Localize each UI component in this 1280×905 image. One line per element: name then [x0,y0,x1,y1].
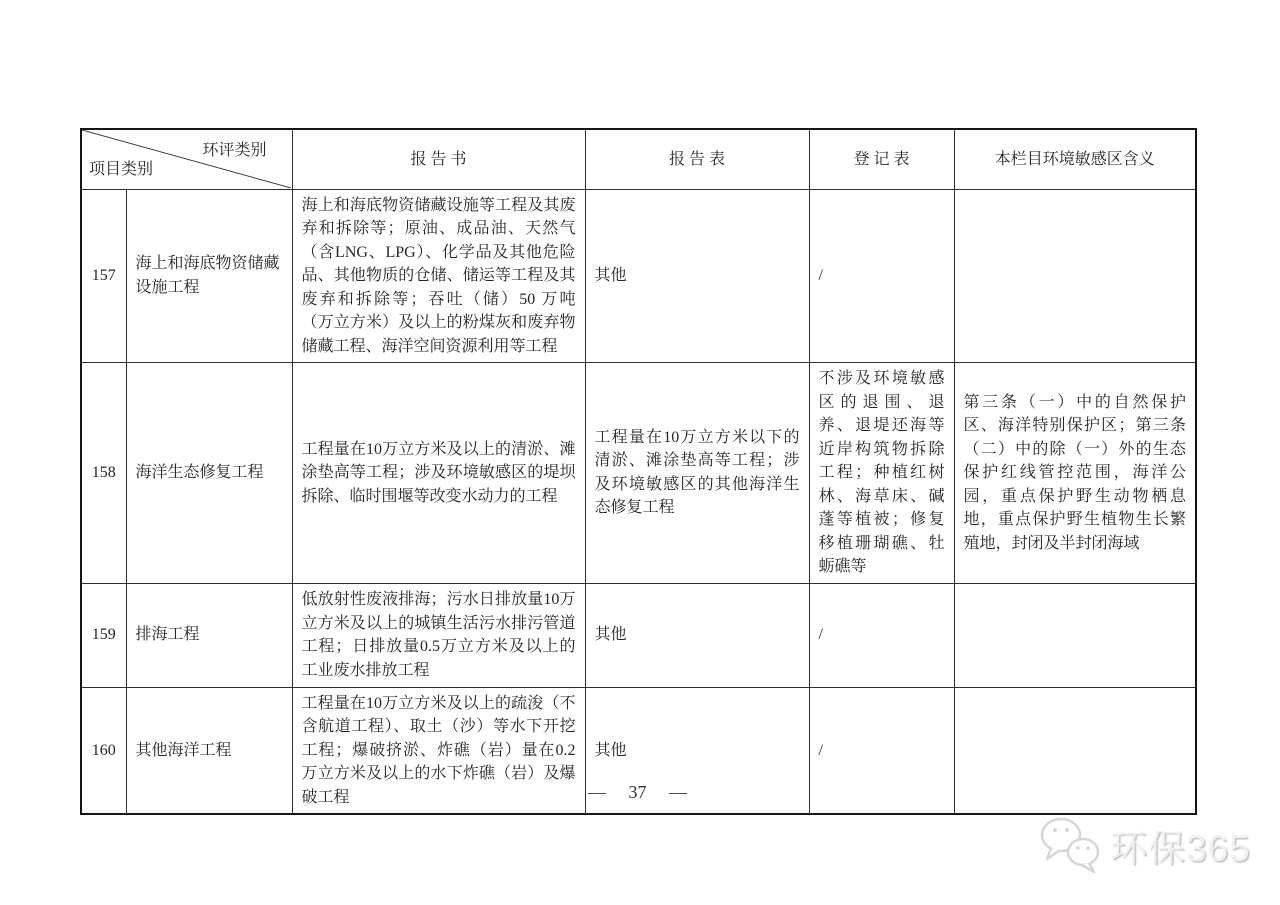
cell-category-159: 排海工程 [126,583,292,687]
watermark [1038,816,1251,874]
cell-category-158: 海洋生态修复工程 [126,363,292,584]
table-row [81,363,1196,584]
cell-registration-157: / [809,189,954,363]
table-header-row [81,129,1196,189]
cell-no-159: 159 [81,583,126,687]
wechat-icon [1038,816,1102,874]
cell-report-form-158: 工程量在10万立方米以下的清淤、滩涂垫高等工程；涉及环境敏感区的其他海洋生态修复工程 [585,363,809,584]
watermark-text: 环保365 [1110,828,1251,869]
cell-category-160: 其他海洋工程 [126,687,292,814]
header-report-book: 报 告 书 [292,129,585,189]
diagonal-header-cell [81,129,292,189]
header-registration-form: 登 记 表 [809,129,954,189]
cell-report-book-157: 海上和海底物资储藏设施等工程及其废弃和拆除等；原油、成品油、天然气（含LNG、LPG）、化学品及其他危险品、其他物质的仓储、储运等工程及其废弃和拆除等；吞吐（储）50 万吨（万立方米）及以上的粉煤灰和废弃物储藏工程、海洋空间资源利用等工程 [292,189,585,363]
header-sensitive-area: 本栏目环境敏感区含义 [954,129,1196,189]
cell-sensitive-159 [954,583,1196,687]
table-row [81,583,1196,687]
cell-registration-160: / [809,687,954,814]
header-project-category: 项目类别 [89,161,154,178]
table-row [81,189,1196,363]
cell-registration-159: / [809,583,954,687]
page-number: — 37 — [588,782,687,802]
cell-no-160: 160 [81,687,126,814]
header-eia-category: 环评类别 [202,142,267,159]
cell-sensitive-157 [954,189,1196,363]
cell-no-157: 157 [81,189,126,363]
header-report-form: 报 告 表 [585,129,809,189]
cell-report-book-159: 低放射性废液排海；污水日排放量10万立方米及以上的城镇生活污水排污管道工程；日排放量0.5万立方米及以上的工业废水排放工程 [292,583,585,687]
cell-report-form-157: 其他 [585,189,809,363]
cell-report-form-159: 其他 [585,583,809,687]
cell-sensitive-158: 第三条（一）中的自然保护区、海洋特别保护区；第三条（二）中的除（一）外的生态保护红线管控范围，海洋公园，重点保护野生动物栖息地，重点保护野生植物生长繁殖地，封闭及半封闭海域 [954,363,1196,584]
cell-registration-158: 不涉及环境敏感区的退围、退养、退堤还海等近岸构筑物拆除工程；种植红树林、海草床、碱蓬等植被；修复移植珊瑚礁、牡蛎礁等 [809,363,954,584]
cell-category-157: 海上和海底物资储藏设施工程 [126,189,292,363]
cell-report-book-160: 工程量在10万立方米及以上的疏浚（不含航道工程）、取土（沙）等水下开挖工程；爆破挤淤、炸礁（岩）量在0.2万立方米及以上的水下炸礁（岩）及爆破工程 [292,687,585,814]
cell-report-form-160: 其他 [585,687,809,814]
cell-report-book-158: 工程量在10万立方米及以上的清淤、滩涂垫高等工程；涉及环境敏感区的堤坝拆除、临时围堰等改变水动力的工程 [292,363,585,584]
eia-category-table [80,128,1197,815]
cell-no-158: 158 [81,363,126,584]
